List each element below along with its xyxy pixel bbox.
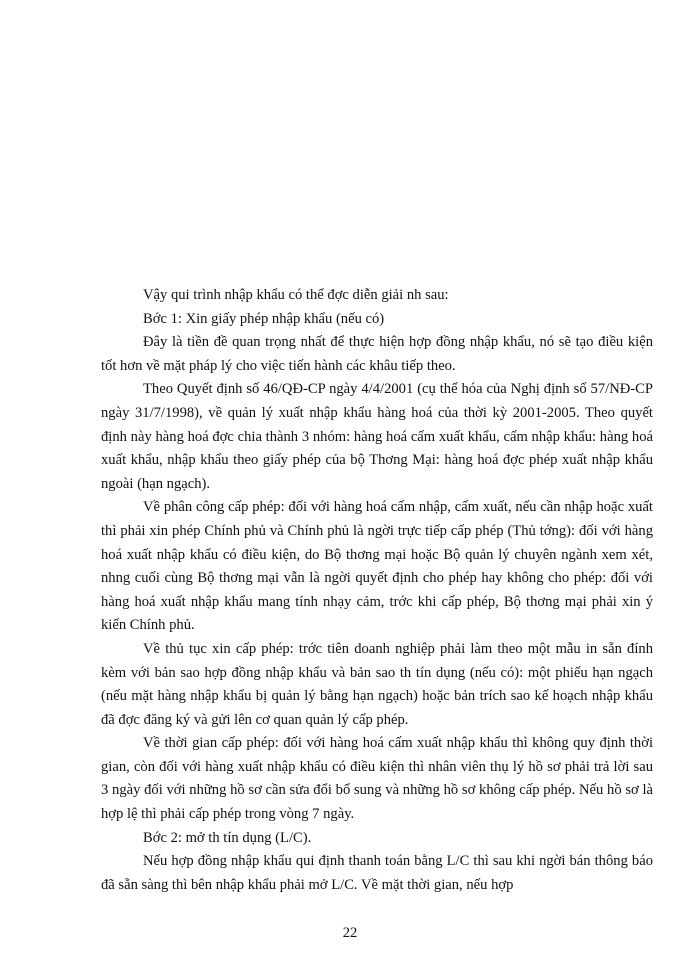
paragraph-intro: Vậy qui trình nhập khẩu có thể đợc diễn giải nh sau: xyxy=(143,287,449,303)
paragraph-step-1-heading: Bớc 1: Xin giấy phép nhập khẩu (nếu có) xyxy=(143,310,385,327)
paragraph-licensing-time: Về thời gian cấp phép: đối với hàng hoá cấm xuất nhập khẩu thì không quy định thời gian, còn đối với hàng xuất nhập khẩu có điều kiện thì nhân viên thụ lý hồ sơ phải trả lời sau 3 ngày đối với những hồ sơ cần sửa đổi bổ sung và những hồ sơ không cấp phép. Nếu hồ sơ là hợp lệ thì phải cấp phép trong vòng 7 ngày. xyxy=(101,735,653,823)
paragraph-licensing-procedure: Về thủ tục xin cấp phép: trớc tiên doanh nghiệp phải làm theo một mẫu in sẵn đính kèm với bản sao hợp đồng nhập khẩu và bản sao th tín dụng (nếu có): một phiếu hạn ngạch (nếu mặt hàng nhập khẩu bị quản lý bằng hạn ngạch) hoặc bản trích sao kế hoạch nhập khẩu đã đợc đăng ký và gửi lên cơ quan quản lý cấp phép. xyxy=(101,640,653,728)
page-number: 22 xyxy=(342,925,358,941)
paragraph-letter-of-credit: Nếu hợp đồng nhập khẩu qui định thanh toán bằng L/C thì sau khi ngời bán thông báo đã sẵn sàng thì bên nhập khẩu phải mở L/C. Về mặt thời gian, nếu hợp xyxy=(101,853,653,893)
paragraph-licensing-authority: Về phân công cấp phép: đối với hàng hoá cấm nhập, cấm xuất, nếu cần nhập hoặc xuất thì phải xin phép Chính phủ và Chính phủ là ngời trực tiếp cấp phép (Thủ tớng): đối với hàng hoá xuất nhập khẩu có điều kiện, do Bộ thơng mại hoặc Bộ quản lý chuyên ngành xem xét, nhng cuối cùng Bộ thơng mại vẫn là ngời quyết định cho phép hay không cho phép: đối với hàng hoá xuất nhập khẩu mang tính nhạy cảm, trớc khi cấp phép, Bộ thơng mại phải xin ý kiến Chính phủ. xyxy=(101,499,653,634)
paragraph-step-2-heading: Bớc 2: mở th tín dụng (L/C). xyxy=(143,829,312,846)
paragraph-decision-46: Theo Quyết định số 46/QĐ-CP ngày 4/4/2001 (cụ thể hóa của Nghị định số 57/NĐ-CP ngày 31/7/1998), về quản lý xuất nhập khẩu hàng hoá của thời kỳ 2001-2005. Theo quyết định này hàng hoá đợc chia thành 3 nhóm: hàng hoá cấm xuất khẩu, cấm nhập khẩu: hàng hoá xuất khẩu, nhập khẩu theo giấy phép của bộ Thơng Mại: hàng hoá đợc phép xuất nhập khẩu ngoài (hạn ngạch). xyxy=(101,381,653,492)
paragraph-importance: Đây là tiền đề quan trọng nhất để thực hiện hợp đồng nhập khẩu, nó sẽ tạo điều kiện tốt hơn về mặt pháp lý cho việc tiến hành các khâu tiếp theo. xyxy=(101,334,653,374)
body-text xyxy=(101,284,653,897)
